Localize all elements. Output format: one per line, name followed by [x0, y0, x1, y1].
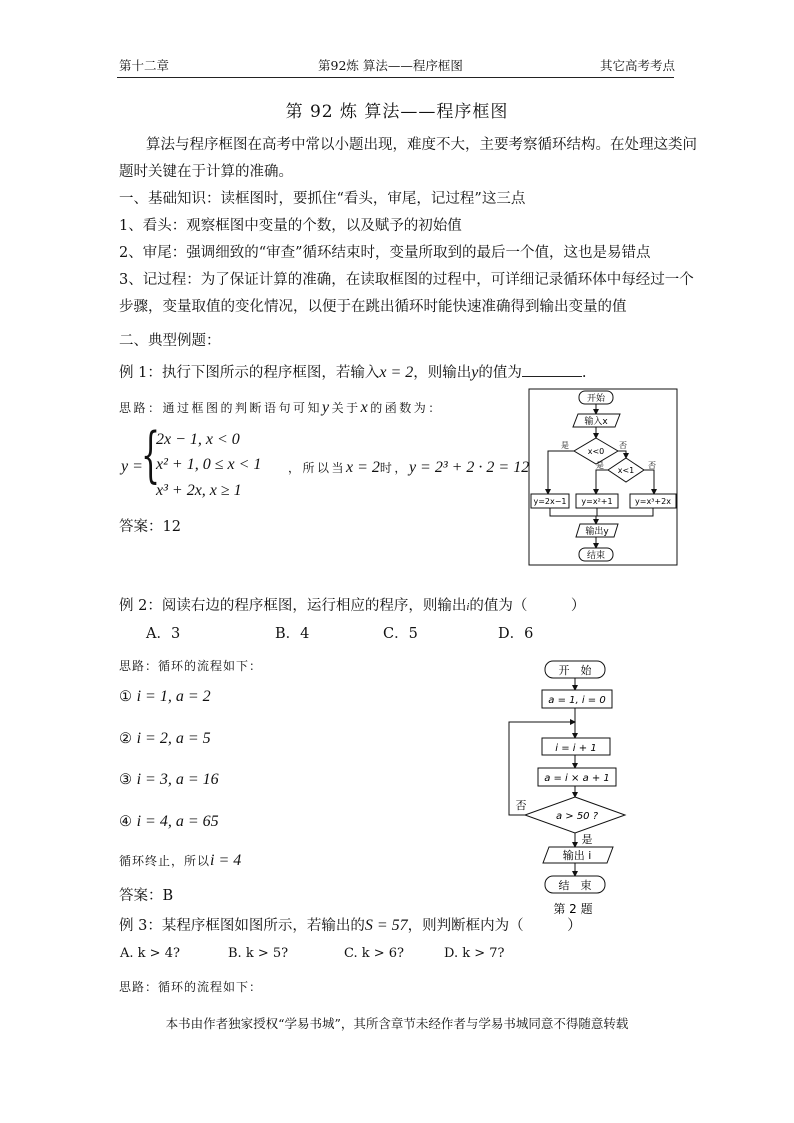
- svg-text:是: 是: [596, 461, 604, 470]
- svg-text:第 2 题: 第 2 题: [553, 902, 593, 916]
- svg-text:开 始: 开 始: [558, 664, 592, 677]
- svg-text:y=2x−1: y=2x−1: [533, 497, 567, 506]
- svg-text:x<1: x<1: [617, 466, 635, 475]
- intro-line-2: 题时关键在于计算的准确。: [119, 164, 293, 180]
- ex2-option-c: C．5: [383, 626, 418, 642]
- case-1: 2x − 1, x < 0: [156, 431, 240, 448]
- ex2-step-1: ① i = 1, a = 2: [119, 688, 211, 705]
- ex3-option-a: A. k > 4?: [120, 946, 180, 961]
- header-topic: 其它高考考点: [600, 58, 676, 73]
- svg-text:输出 i: 输出 i: [562, 849, 592, 862]
- svg-text:开始: 开始: [586, 394, 606, 404]
- ex1-answer: 答案：12: [119, 519, 181, 535]
- ex2-step-3: ③ i = 3, a = 16: [119, 771, 219, 788]
- basics-item-3a: 3、记过程：为了保证计算的准确，在读取框图的过程中，可详细记录循环体中每经过一个: [119, 272, 694, 288]
- piecewise-brace: {: [141, 420, 161, 490]
- basics-item-3b: 步骤，变量取值的变化情况，以便于在跳出循环时能快速准确得到输出变量的值: [119, 299, 627, 315]
- basics-item-1: 1、看头：观察框图中变量的个数，以及赋予的初始值: [119, 218, 462, 234]
- ex1-conclusion: ，所以当x = 2时，y = 2³ + 2 · 2 = 12: [288, 459, 530, 476]
- svg-text:否: 否: [648, 461, 656, 470]
- svg-text:i = i + 1: i = i + 1: [555, 743, 597, 754]
- page-title: 第 92 炼 算法——程序框图: [285, 102, 509, 122]
- examples-heading: 二、典型例题：: [119, 333, 221, 349]
- ex2-option-b: B．4: [275, 626, 310, 642]
- svg-text:a = 1, i = 0: a = 1, i = 0: [548, 695, 606, 706]
- ex2-answer: 答案：B: [119, 888, 174, 904]
- ex2-step-2: ② i = 2, a = 5: [119, 730, 211, 747]
- ex2-question: 例 2：阅读右边的程序框图，运行相应的程序，则输出i的值为（ ）: [119, 598, 586, 614]
- ex3-option-c: C. k > 6?: [344, 946, 405, 961]
- basics-item-2: 2、审尾：强调细致的“审查”循环结束时，变量所取到的最后一个值，这也是易错点: [119, 245, 651, 261]
- case-2: x² + 1, 0 ≤ x < 1: [156, 456, 262, 473]
- case-3: x³ + 2x, x ≥ 1: [156, 482, 242, 499]
- ex3-option-d: D. k > 7?: [444, 946, 505, 961]
- ex2-end-line: 循环终止，所以i = 4: [119, 852, 242, 869]
- basics-heading: 一、基础知识：读框图时，要抓住“看头，审尾，记过程”这三点: [119, 191, 526, 207]
- svg-text:输入x: 输入x: [584, 417, 608, 427]
- ex3-idea: 思路：循环的流程如下：: [119, 980, 263, 994]
- ex3-option-b: B. k > 5?: [228, 946, 289, 961]
- svg-text:结束: 结束: [586, 551, 606, 561]
- svg-text:否: 否: [619, 441, 627, 450]
- ex1-question: 例 1：执行下图所示的程序框图，若输入x = 2，则输出y的值为 .: [119, 364, 587, 381]
- header-rule: [117, 77, 674, 78]
- svg-text:y=x³+2x: y=x³+2x: [635, 497, 671, 506]
- svg-text:输出y: 输出y: [585, 527, 609, 537]
- svg-text:a > 50 ?: a > 50 ?: [555, 811, 599, 822]
- flowchart-2: [505, 656, 655, 920]
- footer-copyright: 本书由作者独家授权“学易书城”，其所含章节未经作者与学易书城同意不得随意转载: [165, 1016, 629, 1031]
- flowchart-1: [528, 388, 678, 566]
- header-lesson: 第92炼 算法——程序框图: [318, 58, 463, 73]
- header-chapter: 第十二章: [119, 58, 170, 73]
- svg-text:y=x²+1: y=x²+1: [581, 497, 613, 506]
- svg-text:a = i × a + 1: a = i × a + 1: [544, 773, 610, 784]
- ex3-question: 例 3：某程序框图如图所示，若输出的S = 57，则判断框内为（ ）: [119, 917, 582, 934]
- svg-text:是: 是: [581, 833, 593, 846]
- ex1-idea: 思路：通过框图的判断语句可知y关于x的函数为：: [119, 399, 443, 416]
- ex2-option-a: A．3: [146, 626, 181, 642]
- ex2-option-d: D．6: [498, 626, 534, 642]
- svg-text:否: 否: [515, 799, 527, 812]
- ex1-y-eq: y =: [121, 458, 143, 475]
- svg-text:是: 是: [561, 441, 569, 450]
- intro-line-1: 算法与程序框图在高考中常以小题出现，难度不大，主要考察循环结构。在处理这类问: [146, 137, 697, 153]
- svg-text:x<0: x<0: [587, 447, 605, 456]
- ex2-idea: 思路：循环的流程如下：: [119, 659, 263, 673]
- ex2-step-4: ④ i = 4, a = 65: [119, 813, 219, 830]
- svg-text:结 束: 结 束: [558, 879, 592, 892]
